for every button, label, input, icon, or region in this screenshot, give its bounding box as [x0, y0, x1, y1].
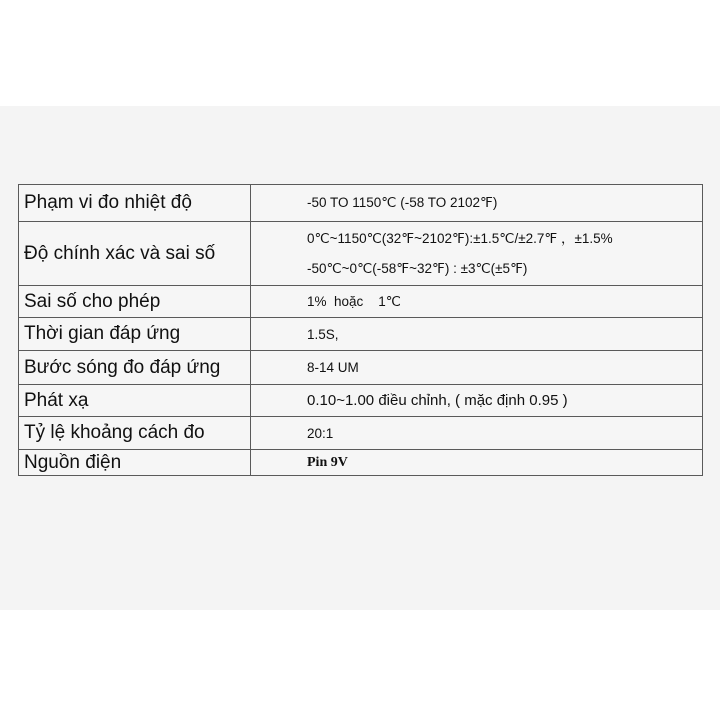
spec-label: Độ chính xác và sai số	[19, 222, 251, 286]
spec-label: Nguồn điện	[19, 450, 251, 476]
spec-table	[18, 184, 703, 476]
table-row	[19, 286, 703, 318]
spec-label: Phạm vi đo nhiệt độ	[19, 185, 251, 222]
spec-value: 20:1	[251, 417, 703, 450]
spec-value-line: -50℃~0℃(-58℉~32℉) : ±3℃(±5℉)	[307, 260, 528, 276]
spec-value: 8-14 UM	[251, 351, 703, 385]
table-row	[19, 385, 703, 417]
spec-value: 1% hoặc 1℃	[251, 286, 703, 318]
table-row	[19, 222, 703, 286]
table-row	[19, 351, 703, 385]
spec-label: Tỷ lệ khoảng cách đo	[19, 417, 251, 450]
spec-label: Sai số cho phép	[19, 286, 251, 318]
spec-value: 1.5S,	[251, 318, 703, 351]
spec-value: Pin 9V	[251, 450, 703, 476]
spec-value-line: 0℃~1150℃(32℉~2102℉):±1.5℃/±2.7℉ ，±1.5%	[307, 230, 613, 246]
spec-label: Bước sóng đo đáp ứng	[19, 351, 251, 385]
spec-label: Thời gian đáp ứng	[19, 318, 251, 351]
spec-label: Phát xạ	[19, 385, 251, 417]
spec-value: -50 TO 1150℃ (-58 TO 2102℉)	[251, 185, 703, 222]
spec-value: 0.10~1.00 điều chỉnh, ( mặc định 0.95 )	[251, 385, 703, 417]
table-row	[19, 417, 703, 450]
table-row	[19, 450, 703, 476]
table-row	[19, 185, 703, 222]
table-row	[19, 318, 703, 351]
spec-value	[251, 222, 703, 286]
